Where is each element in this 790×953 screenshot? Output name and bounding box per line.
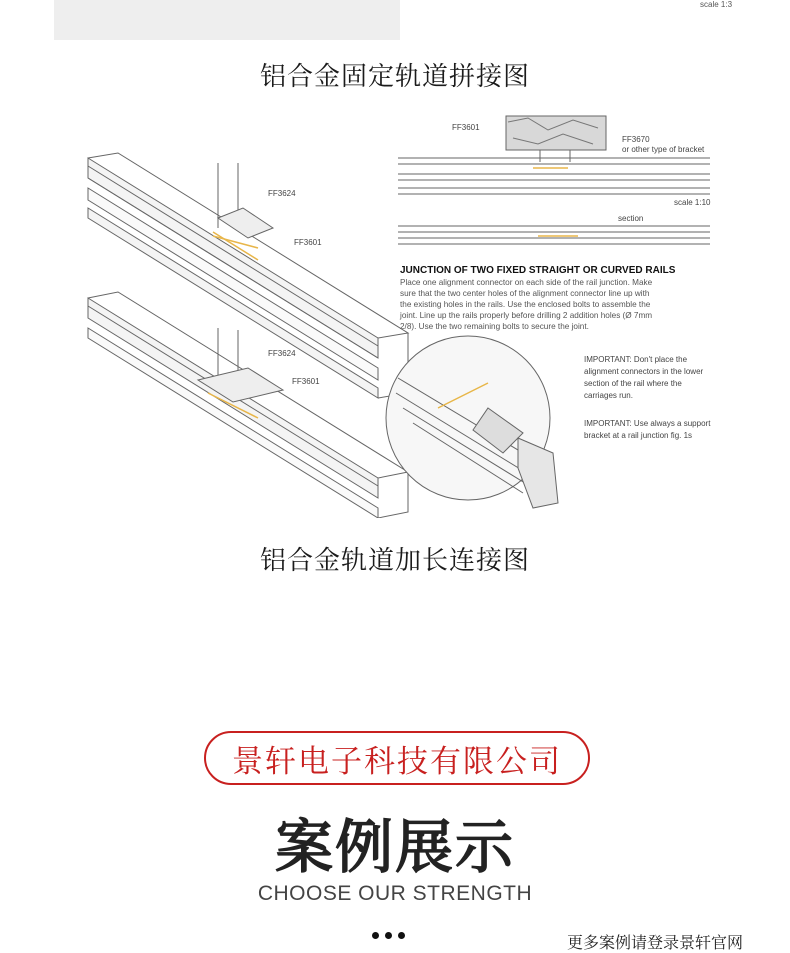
label-ff3670: FF3670 bbox=[622, 135, 650, 144]
body-line-3: the existing holes in the rails. Use the enclosed bolts to assemble the bbox=[400, 300, 651, 309]
important-1-line-1: IMPORTANT: Don't place the bbox=[584, 355, 688, 364]
label-section: section bbox=[618, 214, 644, 223]
label-ff3624-b: FF3624 bbox=[268, 349, 296, 358]
rail-junction-drawing bbox=[78, 108, 718, 518]
caption-extension: 铝合金轨道加长连接图 bbox=[259, 546, 530, 576]
important-2-line-2: bracket at a rail junction fig. 1s bbox=[584, 431, 693, 440]
top-image-panel bbox=[54, 0, 400, 40]
label-ff3601-c: FF3601 bbox=[452, 123, 480, 132]
caption-fixed-splice: 铝合金固定轨道拼接图 bbox=[259, 62, 530, 92]
dot-3 bbox=[398, 932, 405, 939]
important-2-line-1: IMPORTANT: Use always a support bbox=[584, 419, 711, 428]
scale-label-top: scale 1:3 bbox=[700, 0, 733, 9]
more-cases-link[interactable]: 更多案例请登录景轩官网 bbox=[567, 933, 744, 952]
label-ff3601-a: FF3601 bbox=[294, 238, 322, 247]
technical-drawing-svg bbox=[78, 108, 718, 518]
section-view-drawing bbox=[398, 116, 710, 244]
important-1-line-3: section of the rail where the bbox=[584, 379, 682, 388]
more-dots-icon bbox=[372, 932, 405, 939]
company-name-badge: 景轩电子科技有限公司 bbox=[204, 731, 590, 785]
label-ff3624-a: FF3624 bbox=[268, 189, 296, 198]
body-line-1: Place one alignment connector on each side of the rail junction. Make bbox=[400, 278, 653, 287]
label-scale: scale 1:10 bbox=[674, 198, 711, 207]
lower-rail-drawing bbox=[88, 292, 408, 518]
body-line-2: sure that the two center holes of the alignment connector line up with bbox=[400, 289, 650, 298]
important-1-line-4: carriages run. bbox=[584, 391, 633, 400]
label-ff3601-b: FF3601 bbox=[292, 377, 320, 386]
junction-heading: JUNCTION OF TWO FIXED STRAIGHT OR CURVED RAILS bbox=[400, 265, 676, 276]
dot-1 bbox=[372, 932, 379, 939]
dot-2 bbox=[385, 932, 392, 939]
body-line-5: 2/8). Use the two remaining bolts to secure the joint. bbox=[400, 322, 589, 331]
label-ff3670-note: or other type of bracket bbox=[622, 145, 705, 154]
section-title: 案例展示 bbox=[274, 813, 515, 881]
body-line-4: joint. Line up the rails properly before drilling 2 addition holes (Ø 7mm bbox=[400, 311, 653, 320]
important-1-line-2: alignment connectors in the lower bbox=[584, 367, 704, 376]
detail-circle-drawing bbox=[386, 336, 558, 508]
section-subtitle: CHOOSE OUR STRENGTH bbox=[257, 882, 533, 905]
